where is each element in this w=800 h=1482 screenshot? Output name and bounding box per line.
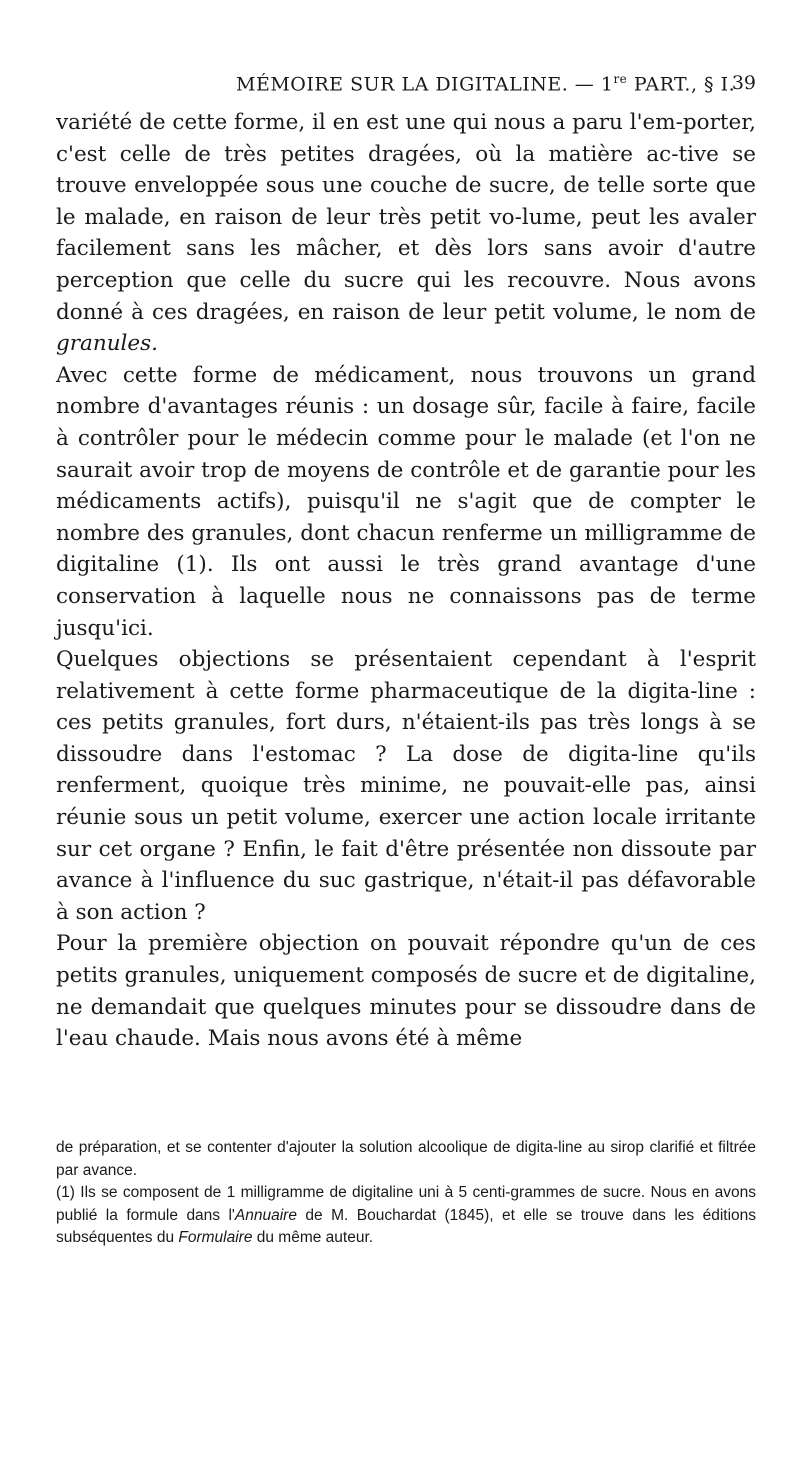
footnote-1-text-a: (1) Ils se composent de 1 milligramme de digitaline uni à 5 centi-grammes de sucre. Nous en avons publié la formule dans l' <box>56 1184 756 1224</box>
footnote-1 <box>56 1182 756 1250</box>
paragraph-3: Quelques objections se présentaient cependant à l'esprit relativement à cette forme pharmaceutique de la digita-line : ces petits granules, fort durs, n'étaient-ils pas très longs à se dissoudre dans l'estomac ? La dose de digita-line qu'ils renferment, quoique très minime, ne pouvait-elle pas, ainsi réunie sous un petit volume, exercer une action locale irritante sur cet organe ? Enfin, le fait d'être présentée non dissoute par avance à l'influence du suc gastrique, n'était-il pas défavorable à son action ? <box>56 647 756 925</box>
footnote-continuation: de préparation, et se contenter d'ajouter la solution alcoolique de digita-line au sirop clarifié et filtrée par avance. <box>56 1139 756 1179</box>
footnote-1-formulaire: Formulaire <box>178 1229 253 1247</box>
footnote-1-text-b: de M. Bouchardat (1845), et elle se trouve dans les éditions subséquentes du <box>56 1206 757 1247</box>
page-number: 39 <box>731 72 756 94</box>
paragraph-4: Pour la première objection on pouvait répondre qu'un de ces petits granules, uniquement composés de sucre et de digitaline, ne demandait que quelques minutes pour se dissoudre dans de l'eau chaude. Mais nous avons été à même <box>56 931 756 1052</box>
paragraph-1-text: variété de cette forme, il en est une qui nous a paru l'em-porter, c'est celle de très petites dragées, où la matière ac-tive se trouve enveloppée sous une couche de sucre, de telle sorte que le malade, en raison de leur très petit vo-lume, peut les avaler facilement sans les mâcher, et dès lors sans avoir d'autre perception que celle du sucre qui les recouvre. Nous avons donné à ces dragées, en raison de leur petit volume, le nom de <box>56 110 756 325</box>
paragraph-1 <box>56 107 756 360</box>
paragraph-2: Avec cette forme de médicament, nous trouvons un grand nombre d'avantages réunis : un dosage sûr, facile à faire, facile à contrôler pour le médecin comme pour le malade (et l'on ne saurait avoir trop de moyens de contrôle et de garantie pour les médicaments actifs), puisqu'il ne s'agit que de compter le nombre des granules, dont chacun renferme un milligramme de digitaline (1). Ils ont aussi le très grand avantage d'une conservation à laquelle nous ne connaissons pas de terme jusqu'ici. <box>56 362 756 641</box>
running-title-superscript: re <box>613 72 628 86</box>
footnote-1-annuaire: Annuaire <box>234 1206 297 1224</box>
running-title-rest: PART., § I. <box>627 73 736 96</box>
granules-term: granules. <box>56 331 159 357</box>
body-text <box>56 107 756 1055</box>
footnotes <box>56 1137 756 1250</box>
running-title-main: MÉMOIRE SUR LA DIGITALINE. — 1 <box>236 73 614 96</box>
running-head <box>236 72 756 95</box>
footnote-1-text-c: du même auteur. <box>252 1229 374 1247</box>
